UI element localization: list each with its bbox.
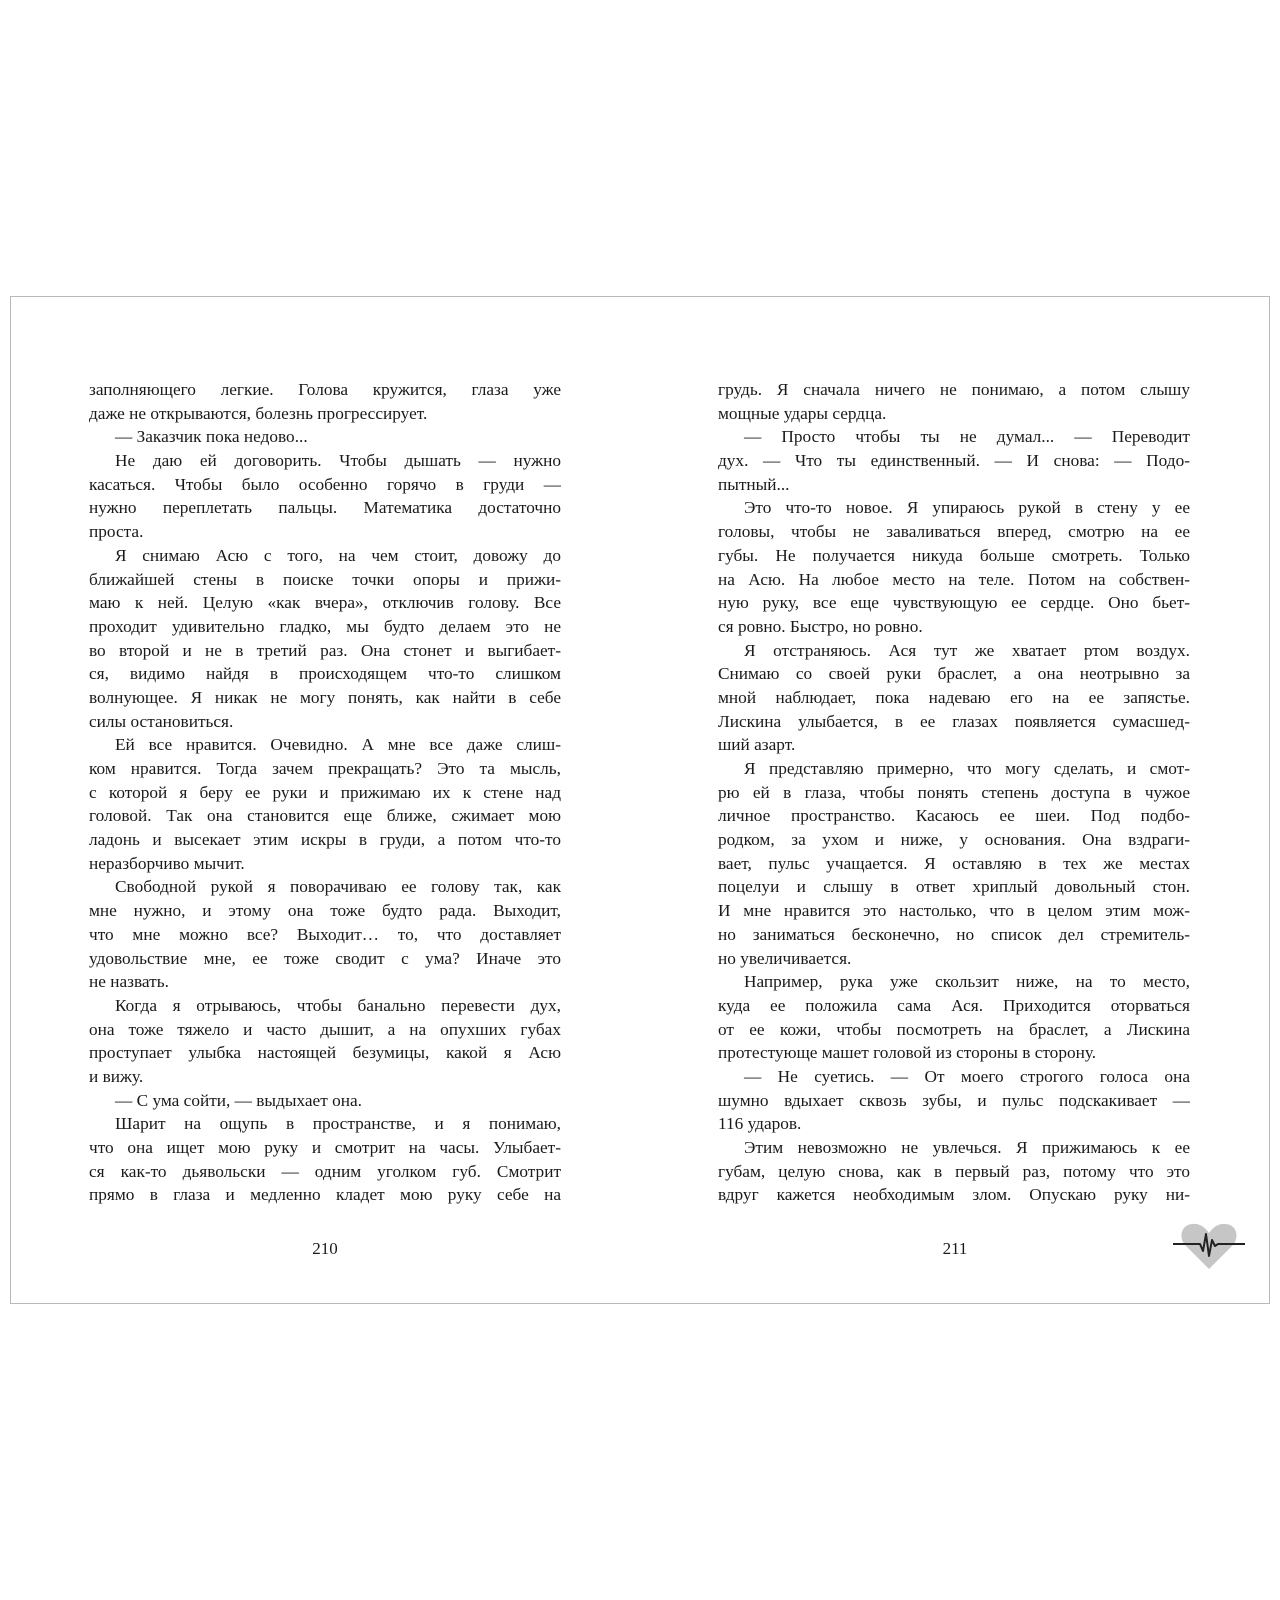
text-line: Лискина улыбается, в ее глазах появляется сумасшед-: [718, 711, 1190, 731]
text-line: дух. — Что ты единственный. — И снова: — Подо-: [718, 451, 1190, 471]
text-line: ся, видимо найдя в происходящем что-то слишком: [89, 664, 561, 684]
text-line: не назвать.: [89, 972, 169, 992]
text-line: протестующе машет головой из стороны в сторону.: [718, 1043, 1097, 1063]
text-line: Снимаю со своей руки браслет, а она неотрывно за: [718, 664, 1190, 684]
text-line: родком, за ухом и ниже, у основания. Она вздраги-: [718, 830, 1190, 850]
text-line: куда ее положила сама Ася. Приходится оторваться: [718, 995, 1190, 1015]
text-line: что она ищет мою руку и смотрит на часы. Улыбает-: [89, 1138, 561, 1157]
text-line: Ей все нравится. Очевидно. А мне все даже слиш-: [115, 735, 561, 755]
text-line: личное пространство. Касаюсь ее шеи. Под подбо-: [718, 806, 1190, 826]
text-line: ком нравится. Тогда зачем прекращать? Это та мысль,: [89, 759, 561, 778]
left-page: [89, 378, 561, 1207]
text-line: удовольствие мне, ее тоже сводит с ума? Иначе это: [89, 948, 561, 968]
text-line: маю к ней. Целую «как вчера», отключив голову. Все: [89, 593, 561, 613]
text-line: поцелуи и слышу в ответ хриплый довольный стон.: [718, 877, 1190, 897]
text-line: но заниматься бесконечно, но список дел стремитель-: [718, 924, 1190, 944]
text-line: Я представляю примерно, что могу сделать, и смот-: [744, 759, 1190, 778]
text-line: она тоже тяжело и часто дышит, а на опухших губах: [89, 1019, 561, 1039]
text-line: ся как-то дьявольски — одним уголком губ. Смотрит: [89, 1161, 561, 1181]
text-line: мной наблюдает, пока надеваю его на ее запястье.: [718, 687, 1190, 707]
text-line: касаться. Чтобы было особенно горячо в груди —: [89, 474, 561, 494]
text-line: проста.: [89, 522, 144, 542]
text-line: неразборчиво мычит.: [89, 853, 245, 873]
heart-shape: [1181, 1224, 1236, 1269]
page-number-right: 211: [942, 1239, 968, 1258]
text-line: проступает улыбка настоящей безумицы, какой я Асю: [89, 1043, 561, 1063]
text-line: Когда я отрываюсь, чтобы банально перевести дух,: [115, 995, 561, 1015]
text-line: Не даю ей договорить. Чтобы дышать — нужно: [115, 451, 561, 471]
text-line: и вижу.: [89, 1066, 144, 1086]
text-line: И мне нравится это настолько, что в целом этим мож-: [718, 901, 1190, 921]
text-line: вдруг кажется необходимым злом. Опускаю руку ни-: [718, 1185, 1190, 1205]
text-line: мощные удары сердца.: [718, 403, 887, 423]
text-line: головой. Так она становится еще ближе, сжимает мою: [89, 806, 561, 826]
text-line: нужно переплетать пальцы. Математика достаточно: [89, 498, 561, 518]
text-line: вает, пульс учащается. Я оставляю в тех же местах: [718, 853, 1190, 873]
text-line: на Асю. На любое место на теле. Потом на собствен-: [718, 569, 1190, 589]
text-line: силы остановиться.: [89, 711, 234, 731]
text-line: ший азарт.: [718, 735, 796, 755]
text-line: 116 ударов.: [718, 1114, 802, 1134]
text-line: ную руку, все еще чувствующую ее сердце. Оно бьет-: [718, 593, 1190, 613]
text-line: — Не суетись. — От моего строгого голоса она: [744, 1066, 1190, 1086]
text-line: губы. Не получается никуда больше смотреть. Только: [718, 545, 1190, 565]
text-line: рю ей в глаза, чтобы понять степень доступа в чужое: [718, 782, 1190, 802]
text-line: губам, целую снова, как в первый раз, потому что это: [718, 1161, 1190, 1181]
text-line: от ее кожи, чтобы посмотреть на браслет, а Лискина: [718, 1019, 1190, 1039]
text-line: грудь. Я сначала ничего не понимаю, а потом слышу: [718, 380, 1190, 399]
text-line: Я снимаю Асю с того, на чем стоит, довожу до: [115, 545, 561, 565]
text-line: Этим невозможно не увлечься. Я прижимаюсь к ее: [744, 1138, 1190, 1157]
heartbeat-heart-icon: [1169, 1220, 1249, 1270]
right-page: [718, 378, 1190, 1207]
book-spread: [10, 296, 1270, 1304]
text-line: но увеличивается.: [718, 948, 852, 968]
text-line: головы, чтобы не заваливаться вперед, смотрю на ее: [718, 522, 1190, 542]
text-line: — Просто чтобы ты не думал... — Переводит: [744, 427, 1190, 447]
text-line: пытный...: [718, 474, 790, 494]
text-line: ладонь и высекает этим искры в груди, а потом что-то: [89, 830, 561, 850]
text-line: с которой я беру ее руки и прижимаю их к стене над: [89, 782, 561, 802]
text-line: — С ума сойти, — выдыхает она.: [115, 1090, 362, 1110]
text-line: Например, рука уже скользит ниже, на то место,: [744, 972, 1190, 992]
page-number-left: 210: [312, 1239, 338, 1258]
text-line: мне нужно, и этому она тоже будто рада. Выходит,: [89, 901, 561, 921]
text-line: даже не открываются, болезнь прогрессирует.: [89, 403, 428, 423]
text-line: волнующее. Я никак не могу понять, как найти в себе: [89, 687, 561, 707]
text-line: Шарит на ощупь в пространстве, и я понимаю,: [115, 1114, 561, 1134]
text-line: ся ровно. Быстро, но ровно.: [718, 616, 923, 636]
text-line: ближайшей стены в поиске точки опоры и прижи-: [89, 569, 561, 589]
text-line: шумно вдыхает сквозь зубы, и пульс подскакивает —: [718, 1090, 1190, 1110]
text-line: проходит удивительно гладко, мы будто делаем это не: [89, 616, 561, 636]
text-line: Это что-то новое. Я упираюсь рукой в стену у ее: [744, 498, 1190, 518]
text-line: Я отстраняюсь. Ася тут же хватает ртом воздух.: [744, 640, 1190, 660]
text-line: что мне можно все? Выходит… то, что доставляет: [89, 924, 561, 944]
text-line: — Заказчик пока недово...: [115, 427, 308, 447]
text-line: Свободной рукой я поворачиваю ее голову так, как: [115, 877, 561, 897]
text-line: прямо в глаза и медленно кладет мою руку себе на: [89, 1185, 561, 1205]
text-line: во второй и не в третий раз. Она стонет и выгибает-: [89, 640, 561, 660]
text-line: заполняющего легкие. Голова кружится, глаза уже: [89, 380, 561, 399]
